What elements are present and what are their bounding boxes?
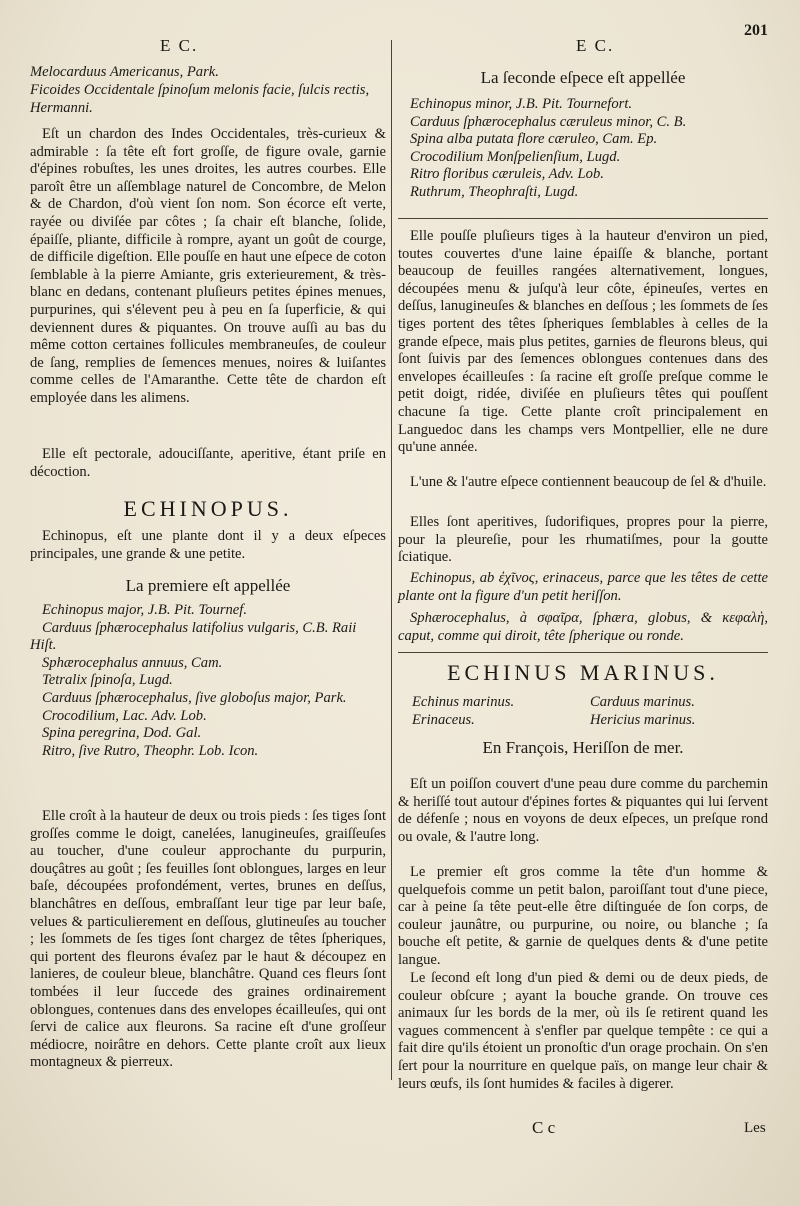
synonym-table-echinus xyxy=(412,694,768,729)
synonym-item: Echinopus minor, J.B. Pit. Tournefort. xyxy=(410,96,633,112)
section-divider xyxy=(398,652,768,653)
paragraph-etymology-echinopus: Echinopus, ab ἐχῖνος, erinaceus, parce que les têtes de cette plante ont la figure d'un petit heriſſon. xyxy=(398,570,768,604)
paragraph-first-kind: Le premier eſt gros comme la tête d'un homme & quelquefois comme un petit balon, paroiſſant tout d'une piece, car à peine ſa tête peut-elle être diſtinguée de ſon corps, de couleur jaunâtre, ou purpurine, ou noire, ou blanche ; ſa bouche eſt petite, & garnie de quelques dents & d'une petite langue. xyxy=(398,864,768,968)
synonym-item: Sphærocephalus annuus, Cam. xyxy=(42,654,223,671)
paragraph-salts-oils: L'une & l'autre eſpece contiennent beaucoup de ſel & d'huile. xyxy=(410,474,767,490)
subheading-premiere-espece: La premiere eſt appellée xyxy=(125,576,291,595)
synonym-item: Carduus ſphærocephalus, ſive globoſus major, Park. xyxy=(42,689,347,706)
paragraph-melocarduus-virtues: Elle eſt pectorale, adouciſſante, aperitive, étant priſe en décoction. xyxy=(30,446,386,480)
synonym-item: Echinus marinus. xyxy=(412,694,515,710)
synonym-item: Hericius marinus. xyxy=(590,711,696,728)
synonym-item: Echinopus major, J.B. Pit. Tournef. xyxy=(42,602,247,618)
left-running-head: E C. xyxy=(160,36,199,55)
synonym-item: Spina alba putata flore cæruleo, Cam. Ep. xyxy=(410,131,658,148)
synonym-item: Crocodilium Monſpelienſium, Lugd. xyxy=(410,148,621,165)
synonym-col-left xyxy=(412,694,590,729)
synonym-item: Ritro, ſive Rutro, Theophr. Lob. Icon. xyxy=(42,742,259,759)
synonym-list-major xyxy=(30,602,386,760)
subheading-seconde-espece: La ſeconde eſpece eſt appellée xyxy=(480,68,686,87)
heading-echinus-marinus: ECHINUS MARINUS. xyxy=(447,660,719,685)
signature-mark: C c xyxy=(532,1118,556,1137)
paragraph-virtues: Elles ſont aperitives, ſudorifiques, propres pour la pierre, pour la pleureſie, pour les rhumatiſmes, pour la goutte ſciatique. xyxy=(398,514,768,566)
subheading-en-francois: En François, Heriſſon de mer. xyxy=(482,738,684,757)
synonym-item: Carduus ſphærocephalus latifolius vulgaris, C.B. Raii Hiſt. xyxy=(30,619,357,654)
column-rule xyxy=(391,40,392,1080)
synonym-ficoides: Ficoides Occidentale ſpinoſum melonis facie, ſulcis rectis, Hermanni. xyxy=(30,82,370,116)
paragraph-second-kind: Le ſecond eſt long d'un pied & demi ou de deux pieds, de couleur obſcure ; ayant la bouche grande. On trouve ces animaux ſur les bords de la mer, où ils ſe retirent quand les vagues commencent à s'enfler par quelque tempête : ce qui a fait dire qu'ils étoient un pronoſtic d'un orage prochain. On s'en ſert pour la nourriture en quelque païs, on mange leur chair & leurs œufs, ils ſont humides & faciles à digerer. xyxy=(398,970,768,1092)
synonym-item: Spina peregrina, Dod. Gal. xyxy=(42,725,202,742)
paragraph-echinopus-minor-description: Elle pouſſe pluſieurs tiges à la hauteur d'environ un pied, toutes couvertes d'une laine épaiſſe & blanche, portant beaucoup de feuilles rangées alternativement, longues, découpées menu & juſqu'à leur côte, épineuſes, vertes en deſſus, lanugineuſes & blanches en deſſous ; les ſommets de ſes tiges portent des têtes ſpheriques ſemblables à celles de la grande eſpece, mais plus petites, garnies de fleurons bleus, qui ſont ſuivis par des ſemences oblongues contenues dans des envelopes écailleuſes : ſa racine eſt groſſe preſque comme le petit doigt, ridée, diviſée en pluſieurs têtes qui pouſſent chacune ſa tige. Cette plante croît principalement en Languedoc dans les champs vers Montpellier, elle ne dure qu'une année. xyxy=(398,228,768,456)
synonym-item: Erinaceus. xyxy=(412,711,475,728)
heading-echinopus: ECHINOPUS. xyxy=(123,496,293,521)
synonym-list-minor xyxy=(398,96,768,202)
synonym-item: Crocodilium, Lac. Adv. Lob. xyxy=(42,707,207,724)
paragraph-echinus-description: Eſt un poiſſon couvert d'une peau dure comme du parchemin & heriſſé tout autour d'épines fortes & piquantes qui lui ſervent de défenſe ; nous en voyons de deux eſpeces, un preſque rond ou ovale, & l'autre long. xyxy=(398,776,768,845)
synonym-item: Carduus ſphærocephalus cæruleus minor, C. B. xyxy=(410,113,687,130)
synonym-item: Carduus marinus. xyxy=(590,694,695,710)
paragraph-melocarduus-description: Eſt un chardon des Indes Occidentales, très-curieux & admirable : ſa tête eſt fort groſſe, de figure ovale, garnie d'épines robuſtes, les unes droites, les autres courbes. Elle paroît être un aſſemblage naturel de Concombre, de Melon & de Chardon, d'où vient ſon nom. Son écorce eſt verte, rayée ou diviſée par côtes ; ſa chair eſt blanche, ſolide, épaiſſe, pliante, difficile à rompre, ayant un goût de courge, de difficile digeſtion. Elle pouſſe en haut une eſpece de coton ſemblable à la pierre Amiante, gris exterieurement, & très-blanc en dedans, contenant pluſieurs petites épines menues, purpurines, qui s'élevent peu à peu en ſa ſuperficie, & qui deviennent dures & piquantes. On trouve auſſi au bas du même cotton certaines follicules membraneuſes, de couleur de ſang, remplies de ſemences menues, noires & luiſantes comme celles de l'Amaranthe. Cette tête de chardon eſt employée dans les alimens. xyxy=(30,126,386,406)
synonym-item: Ruthrum, Theophraſti, Lugd. xyxy=(410,183,579,200)
synonym-item: Ritro floribus cæruleis, Adv. Lob. xyxy=(410,166,604,183)
synonym-item: Tetralix ſpinoſa, Lugd. xyxy=(42,672,173,689)
right-running-head: E C. xyxy=(576,36,615,55)
synonym-melocarduus: Melocarduus Americanus, Park. xyxy=(30,64,219,80)
synonym-col-right xyxy=(590,694,768,729)
section-divider xyxy=(398,218,768,219)
paragraph-echinopus-major-description: Elle croît à la hauteur de deux ou trois pieds : ſes tiges ſont groſſes comme le doigt, canelées, lanugineuſes, graiſſeuſes au toucher, d'une couleur approchante du purpurin, douçâtres au goût ; ſes feuilles ſont oblongues, larges en leur baſe, découpées profondément, vertes, brunes en deſſus, blanchâtres en deſſous, embraſſant leur tige par leur baſe, velues & particulierement en deſſous, glutineuſes au toucher ; les ſommets de ſes tiges ſont chargez de têtes ſpheriques, qui portent des fleurons évaſez par le haut & découpez en lanieres, de couleur bleue, blanchâtre. Quand ces fleurs ſont tombées il leur ſuccede des graines ordinairement oblongues, contenues dans des envelopes écailleuſes, qui ont ſervi de calice aux fleurons. Sa racine eſt d'une groſſeur médiocre, noirâtre en dehors. Cette plante croît aux lieux montagneux & pierreux. xyxy=(30,808,386,1071)
catchword: Les xyxy=(744,1120,766,1136)
paragraph-echinopus-intro: Echinopus, eſt une plante dont il y a deux eſpeces principales, une grande & une petite. xyxy=(30,528,386,562)
paragraph-etymology-sphaerocephalus: Sphærocephalus, à σφαῖρα, ſphæra, globus, & κεφαλὴ, caput, comme qui diroit, tête ſpherique ou ronde. xyxy=(398,610,768,644)
page-number: 201 xyxy=(744,22,768,39)
